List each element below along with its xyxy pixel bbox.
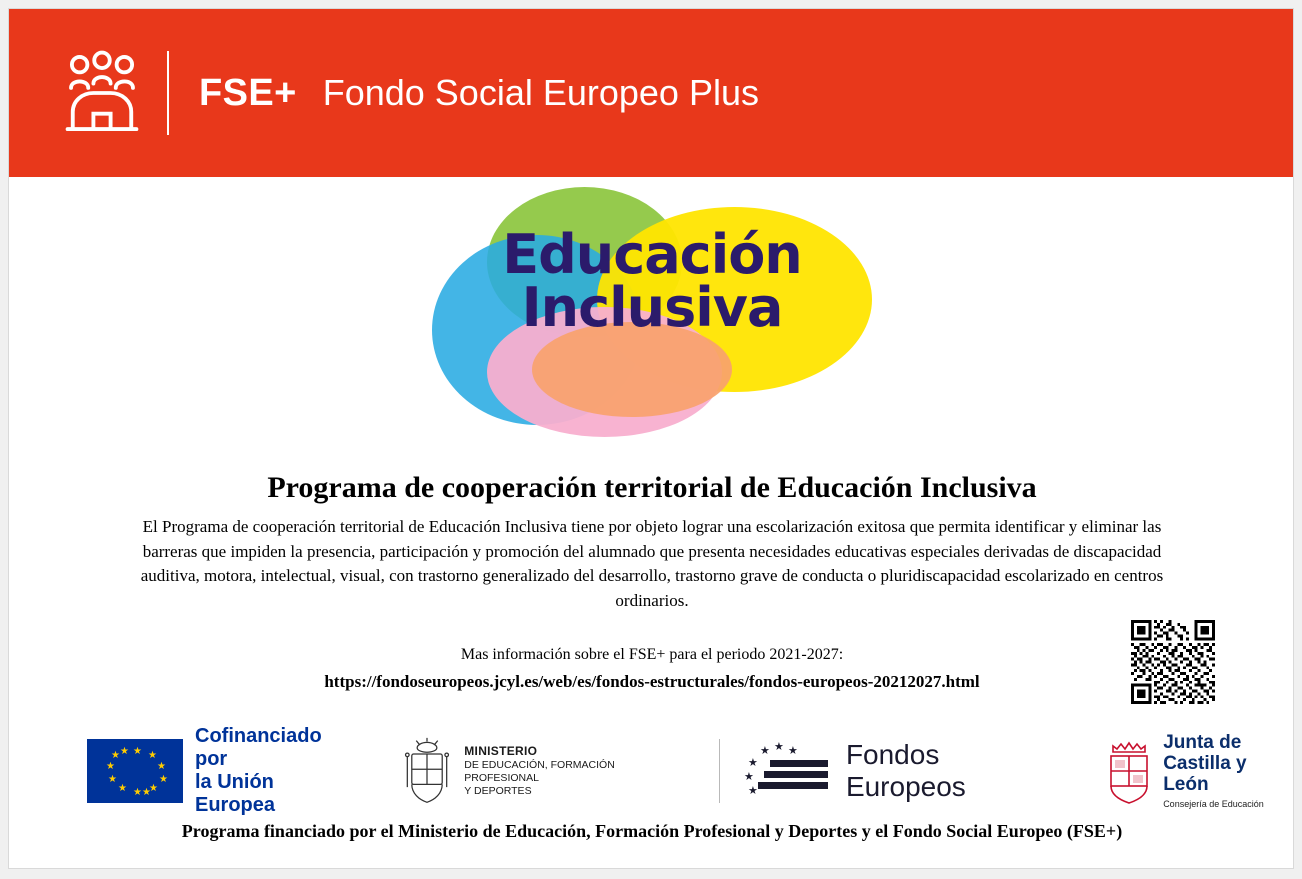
institutional-logo-strip [9, 725, 1294, 816]
eu-text-line-1: Cofinanciado por [195, 725, 322, 770]
educacion-inclusiva-logo [9, 187, 1294, 457]
ministerio-logo [400, 737, 689, 805]
svg-text:★: ★ [773, 742, 784, 753]
logo-line-2: Inclusiva [521, 275, 783, 339]
header-acronym: FSE+ [199, 72, 297, 114]
header-divider [167, 51, 169, 135]
svg-text:★: ★ [759, 745, 770, 757]
jcyl-logo [1103, 733, 1294, 809]
people-group-icon [59, 50, 145, 136]
spain-coat-of-arms-icon [400, 737, 454, 805]
qr-code-icon[interactable] [1131, 620, 1215, 704]
jcyl-line-1: Junta de [1163, 732, 1242, 754]
eu-logo-text [195, 725, 356, 817]
eu-flag-icon: ★ ★ ★ ★ ★ ★ ★ ★ ★ ★ ★ ★ [87, 739, 183, 803]
jcyl-line-2: Castilla y León [1163, 753, 1247, 795]
castilla-leon-crest-icon [1103, 738, 1155, 804]
logo-strip-divider [719, 739, 720, 803]
program-description: El Programa de cooperación territorial de Educación Inclusiva tiene por objeto lograr una escolarización exitosa que permita identificar y eliminar las barreras que impiden la presencia, participación y promoción del alumnado que presenta necesidades educativas especiales derivadas de discapacidad auditiva, motora, intelectual, visual, con trastorno generalizado del desarrollo, trastorno grave de conducta o pluridiscapacidad escolarizado en centros ordinarios. [140, 517, 1164, 610]
ministerio-line-3: Y DEPORTES [464, 785, 532, 798]
footer-note: Programa financiado por el Ministerio de Educación, Formación Profesional y Deportes y el Fondo Social Europeo (FSE+) [181, 821, 1123, 841]
header-title: Fondo Social Europeo Plus [322, 72, 759, 113]
ministerio-line-2: DE EDUCACIÓN, FORMACIÓN PROFESIONAL [464, 758, 615, 784]
info-line: Mas información sobre el FSE+ para el periodo 2021-2027: [460, 646, 844, 663]
poster-page [8, 8, 1294, 869]
fondos-europeos-label: Fondos Europeos [845, 739, 966, 802]
header-band [9, 9, 1294, 177]
logo-line-1: Educación [502, 223, 802, 286]
eu-text-line-2: la Unión Europea [195, 771, 276, 816]
eu-cofinanced-logo [87, 725, 356, 817]
logo-blobs [432, 187, 872, 447]
info-url-link[interactable]: https://fondoseuropeos.jcyl.es/web/es/fondos-estructurales/fondos-europeos-20212027.html [324, 672, 980, 691]
fondos-europeos-stripes-icon [744, 742, 836, 800]
svg-text:★: ★ [787, 745, 798, 757]
svg-text:★: ★ [747, 785, 758, 797]
svg-text:★: ★ [743, 771, 754, 783]
logo-wordmark [432, 223, 872, 339]
page-title: Programa de cooperación territorial de Educación Inclusiva [267, 471, 1037, 504]
jcyl-text [1163, 733, 1294, 809]
ministerio-text [464, 744, 689, 798]
svg-text:★: ★ [747, 757, 758, 769]
fondos-europeos-logo [744, 739, 1063, 803]
jcyl-line-3: Consejería de Educación [1163, 798, 1264, 809]
ministerio-line-1: MINISTERIO [464, 743, 538, 758]
